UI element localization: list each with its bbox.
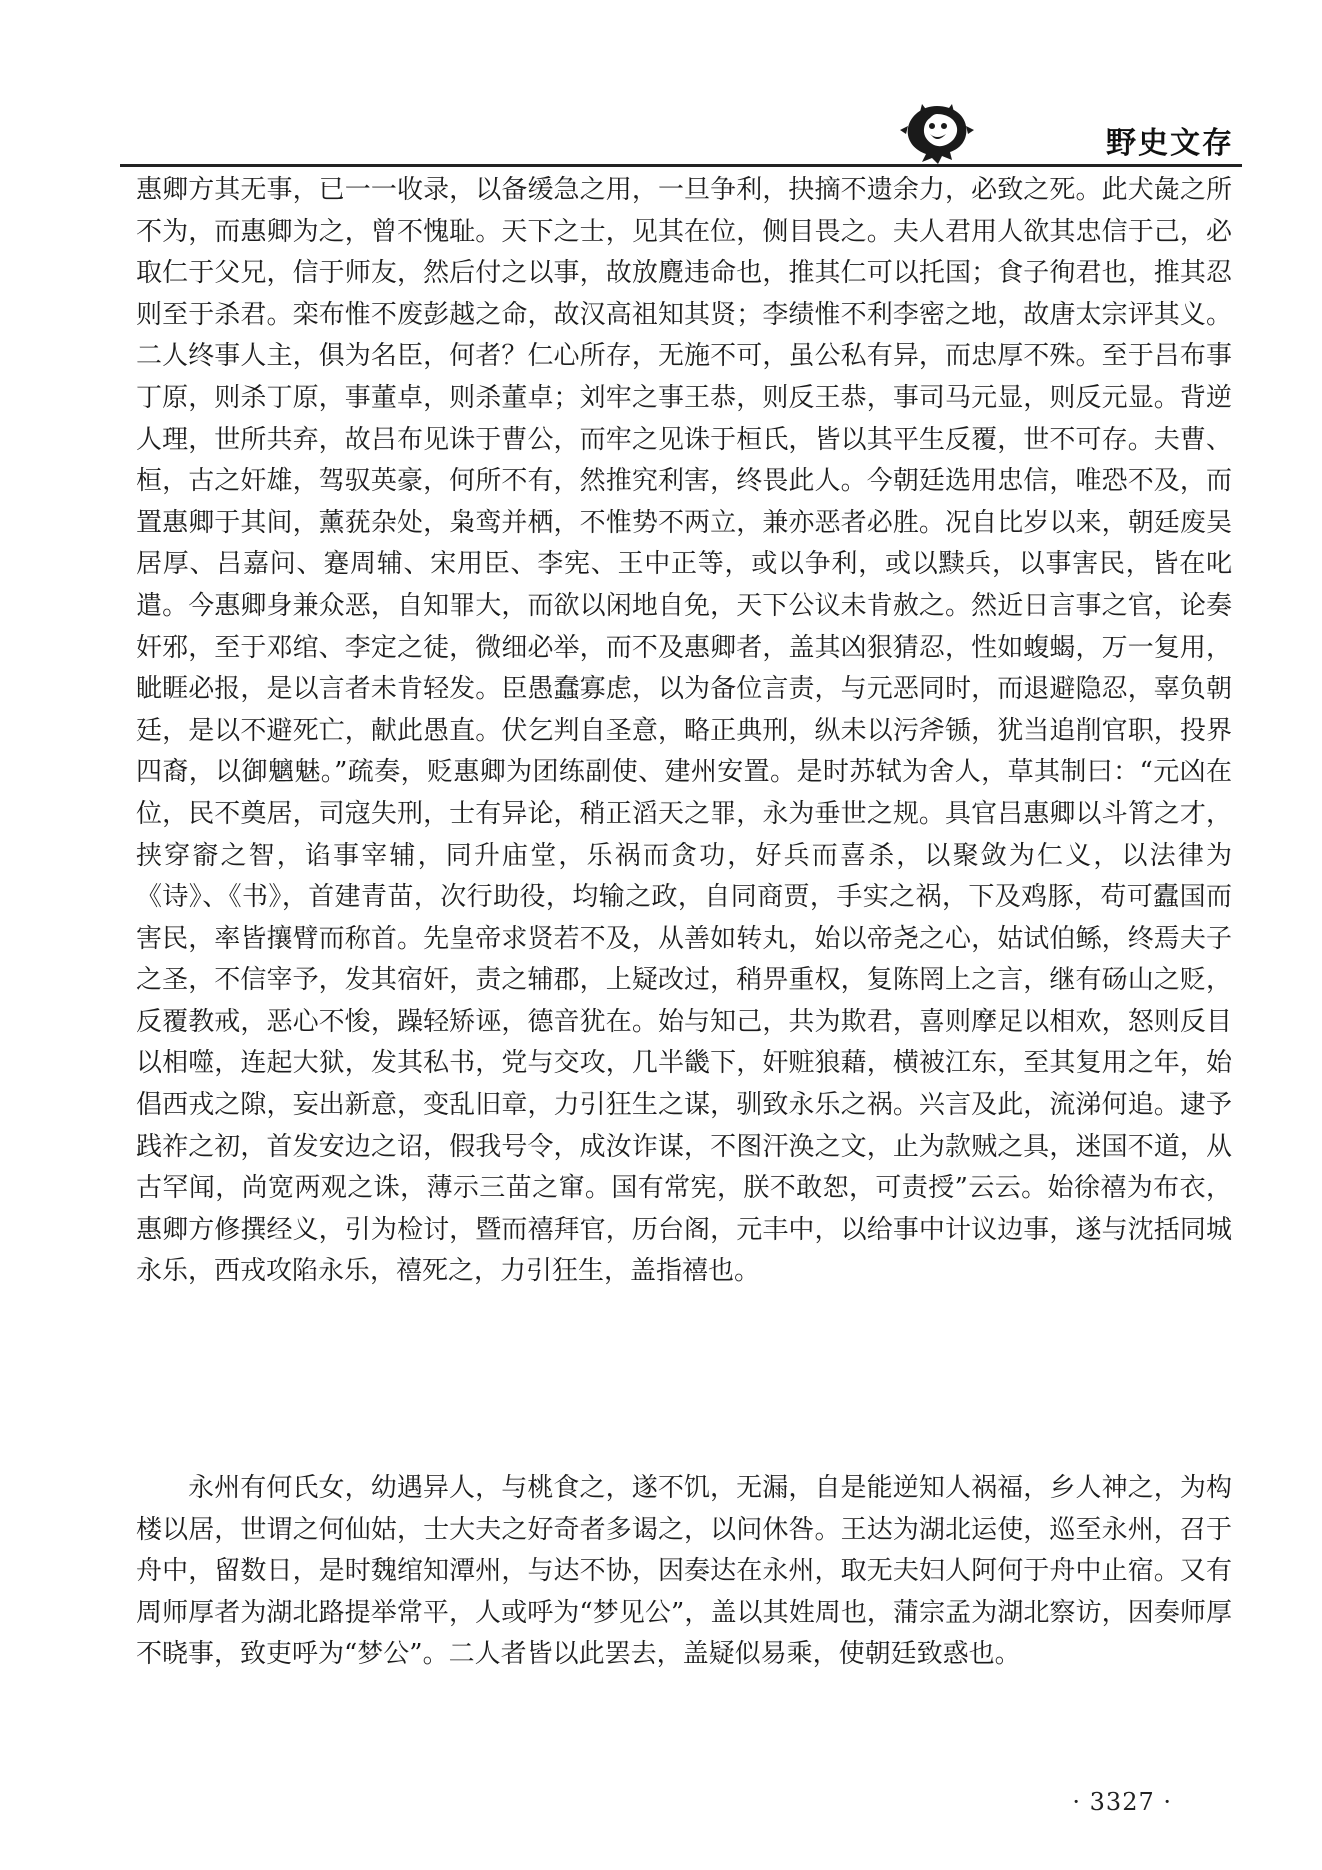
header-rule	[120, 164, 1242, 167]
page-number: · 3327 ·	[1072, 1788, 1172, 1816]
dragon-emblem-icon	[892, 100, 982, 166]
body-paragraph-1: 惠卿方其无事，已一一收录，以备缓急之用，一旦争利，抉摘不遗余力，必致之死。此犬彘之所不为，而惠卿为之，曾不愧耻。天下之士，见其在位，侧目畏之。夫人君用人欲其忠信于己，必取仁于父兄，信于师友，然后付之以事，故放麑违命也，推其仁可以托国；食子徇君也，推其忍则至于杀君。栾布惟不废彭越之命，故汉高祖知其贤；李绩惟不利李密之地，故唐太宗评其义。二人终事人主，俱为名臣，何者？仁心所存，无施不可，虽公私有异，而忠厚不殊。至于吕布事丁原，则杀丁原，事董卓，则杀董卓；刘牢之事王恭，则反王恭，事司马元显，则反元显。背逆人理，世所共弃，故吕布见诛于曹公，而牢之见诛于桓氏，皆以其平生反覆，世不可存。夫曹、桓，古之奸雄，驾驭英豪，何所不有，然推究利害，终畏此人。今朝廷选用忠信，唯恐不及，而置惠卿于其间，薰莸杂处，枭鸾并栖，不惟势不两立，兼亦恶者必胜。况自比岁以来，朝廷废吴居厚、吕嘉问、蹇周辅、宋用臣、李宪、王中正等，或以争利，或以黩兵，以事害民，皆在叱遣。今惠卿身兼众恶，自知罪大，而欲以闲地自免，天下公议未肯赦之。然近日言事之官，论奏奸邪，至于邓绾、李定之徒，微细必举，而不及惠卿者，盖其凶狠猜忍，性如蝮蝎，万一复用，眦睚必报，是以言者未肯轻发。臣愚蠢寡虑，以为备位言责，与元恶同时，而退避隐忍，辜负朝廷，是以不避死亡，献此愚直。伏乞判自圣意，略正典刑，纵未以污斧锧，犹当追削官职，投界四裔，以御魑魅。”疏奏，贬惠卿为团练副使、建州安置。是时苏轼为舍人，草其制曰：“元凶在位，民不奠居，司寇失刑，士有异论，稍正滔天之罪，永为垂世之规。具官吕惠卿以斗筲之才，挟穿窬之智，谄事宰辅，同升庙堂，乐祸而贪功，好兵而喜杀，以聚敛为仁义，以法律为《诗》、《书》，首建青苗，次行助役，均输之政，自同商贾，手实之祸，下及鸡豚，苟可蠹国而害民，率皆攘臂而称首。先皇帝求贤若不及，从善如转丸，始以帝尧之心，姑试伯鲧，终焉夫子之圣，不信宰予，发其宿奸，责之辅郡，上疑改过，稍畀重权，复陈罔上之言，继有砀山之贬，反覆教戒，恶心不悛，躁轻矫诬，德音犹在。始与知己，共为欺君，喜则摩足以相欢，怒则反目以相噬，连起大狱，发其私书，党与交攻，几半畿下，奸赃狼藉，横被江东，至其复用之年，始倡西戎之隙，妄出新意，变乱旧章，力引狂生之谋，驯致永乐之祸。兴言及此，流涕何追。逮予践祚之初，首发安边之诏，假我号令，成汝诈谋，不图汗涣之文，止为款贼之具，迷国不道，从古罕闻，尚宽两观之诛，薄示三苗之窜。国有常宪，朕不敢恕，可责授”云云。始徐禧为布衣，惠卿方修撰经义，引为检讨，暨而禧拜官，历台阁，元丰中，以给事中计议边事，遂与沈括同城永乐，西戎攻陷永乐，禧死之，力引狂生，盖指禧也。	[136, 175, 1232, 1287]
running-header-title: 野史文存	[1106, 126, 1234, 161]
page-header	[120, 100, 1242, 170]
body-paragraph-2: 永州有何氏女，幼遇异人，与桃食之，遂不饥，无漏，自是能逆知人祸福，乡人神之，为构楼以居，世谓之何仙姑，士大夫之好奇者多谒之，以问休咎。王达为湖北运使，巡至永州，召于舟中，留数日，是时魏绾知潭州，与达不协，因奏达在永州，取无夫妇人阿何于舟中止宿。又有周师厚者为湖北路提举常平，人或呼为“梦见公”，盖以其姓周也，蒲宗孟为湖北察访，因奏师厚不晓事，致吏呼为“梦公”。二人者皆以此罢去，盖疑似易乘，使朝廷致惑也。	[136, 1473, 1232, 1670]
